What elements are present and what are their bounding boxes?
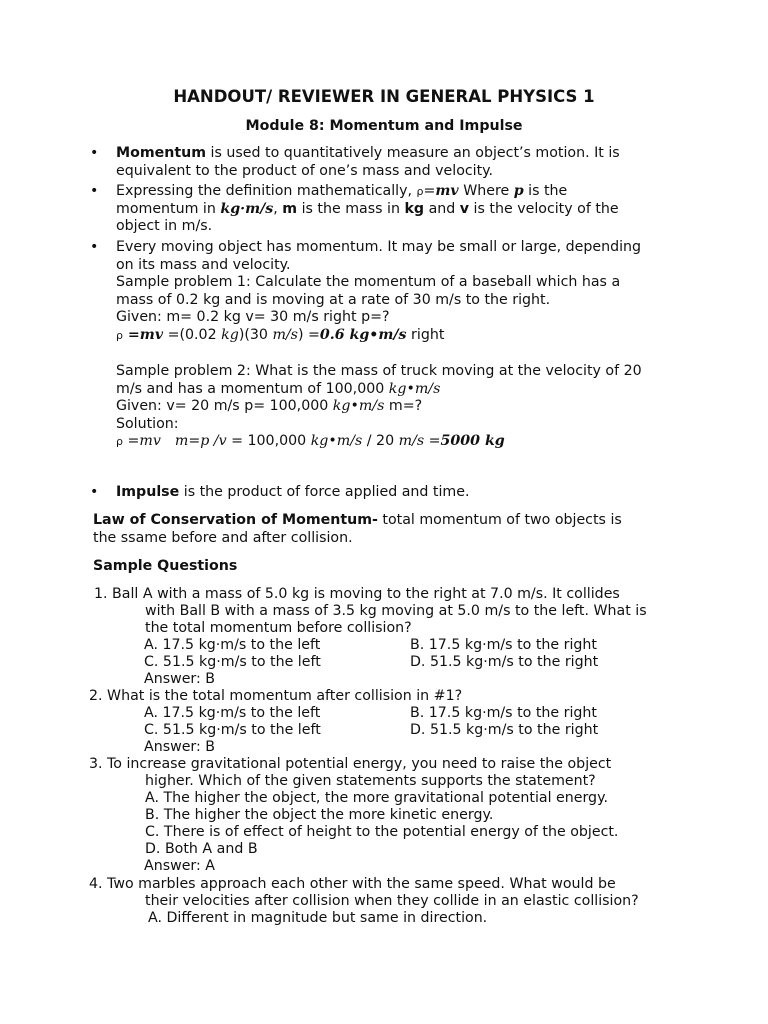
answer: Answer: B [144, 739, 216, 755]
text: Given: m= 0.2 kg v= 30 m/s right p=? [116, 309, 390, 325]
text: Every moving object has momentum. It may be small or large, depending [116, 239, 642, 255]
option-d: D. Both A and B [145, 841, 258, 857]
result-momentum: 0.6 kg•m/s [319, 326, 407, 343]
bullet-momentum [90, 145, 710, 180]
text: , [273, 200, 283, 217]
text: Sample problem 2: What is the mass of truck moving at the velocity of 20 [116, 363, 642, 379]
unit-kg: kg [404, 200, 425, 217]
question-text: their velocities after collision when they collide in an elastic collision? [145, 893, 639, 909]
symbol-v: v [459, 200, 470, 217]
question-text: 3. To increase gravitational potential energy, you need to raise the object [89, 756, 612, 772]
unit-ms: m/s [272, 326, 298, 343]
text: Where [458, 183, 514, 199]
text: Expressing the definition mathematically, [116, 183, 417, 199]
answer: Answer: B [144, 671, 216, 687]
text: equivalent to the product of one’s mass and velocity. [116, 162, 494, 179]
symbol-m: m [282, 200, 298, 217]
option-c: C. 51.5 kg·m/s to the left [144, 654, 321, 670]
text: =(0.02 [163, 326, 222, 343]
text: m=? [384, 398, 423, 414]
text: = [423, 183, 436, 199]
text: = 100,000 [226, 433, 311, 449]
symbol-p: p [513, 183, 524, 199]
bullet-impulse [90, 484, 710, 502]
option-a: A. 17.5 kg·m/s to the left [144, 637, 321, 653]
text: total momentum of two objects is [377, 512, 622, 528]
option-a: A. 17.5 kg·m/s to the left [144, 705, 321, 721]
law-conservation [93, 512, 713, 547]
question-text: with Ball B with a mass of 3.5 kg moving at 5.0 m/s to the left. What is [145, 603, 647, 619]
question-text: the total momentum before collision? [145, 620, 412, 636]
term-impulse: Impulse [116, 484, 180, 500]
text: is used to quantitatively measure an object’s motion. It is [206, 145, 620, 161]
option-a: A. Different in magnitude but same in direction. [148, 910, 488, 926]
bullet-definition [90, 183, 710, 236]
question-text: higher. Which of the given statements supports the statement? [145, 773, 596, 789]
text: Sample problem 1: Calculate the momentum of a baseball which has a [116, 274, 621, 290]
text: = [424, 433, 441, 449]
text: Solution: [116, 415, 179, 432]
text: object in m/s. [116, 218, 213, 234]
module-subtitle: Module 8: Momentum and Impulse [245, 118, 523, 134]
page-title: HANDOUT/ REVIEWER IN GENERAL PHYSICS 1 [173, 87, 595, 106]
unit-kgms: kg•m/s [388, 380, 441, 397]
formula-m-equals: m=p /v [174, 433, 227, 449]
formula-mv: =mv [122, 433, 161, 449]
rho-symbol: ρ [116, 328, 123, 342]
option-a: A. The higher the object, the more gravitational potential energy. [145, 790, 608, 806]
text: ) = [297, 326, 320, 343]
option-b: B. 17.5 kg·m/s to the right [410, 637, 597, 653]
bullet-every-object [90, 239, 710, 451]
answer: Answer: A [144, 858, 215, 874]
text: m/s and has a momentum of 100,000 [116, 380, 389, 397]
bullet-dot: • [90, 145, 99, 161]
question-text: 4. Two marbles approach each other with the same speed. What would be [89, 876, 616, 892]
text: is the mass in [297, 200, 405, 217]
option-b: B. The higher the object the more kinetic energy. [145, 807, 494, 823]
text: is the [523, 183, 568, 199]
text: mass of 0.2 kg and is moving at a rate of 30 m/s to the right. [116, 291, 551, 308]
option-d: D. 51.5 kg·m/s to the right [410, 722, 599, 738]
text: and [424, 200, 460, 217]
result-mass: 5000 kg [440, 433, 505, 449]
text: momentum in [116, 200, 221, 217]
text: is the product of force applied and time. [179, 484, 470, 500]
unit-kgms: kg•m/s [332, 398, 385, 414]
option-c: C. There is of effect of height to the potential energy of the object. [145, 824, 619, 840]
rho-symbol: ρ [416, 185, 424, 198]
rho-symbol: ρ [116, 435, 123, 448]
text: )(30 [238, 326, 273, 343]
unit-kgms: kg•m/s [310, 433, 363, 449]
text: on its mass and velocity. [116, 256, 291, 273]
question-text: 1. Ball A with a mass of 5.0 kg is moving to the right at 7.0 m/s. It collides [94, 586, 620, 602]
term-momentum: Momentum [116, 145, 207, 161]
formula-mv: =mv [122, 326, 164, 343]
formula-mv: mv [435, 183, 459, 199]
text: Given: v= 20 m/s p= 100,000 [116, 398, 333, 414]
bullet-dot: • [90, 484, 99, 500]
option-c: C. 51.5 kg·m/s to the left [144, 722, 321, 738]
term-law: Law of Conservation of Momentum- [93, 512, 378, 528]
unit-kgms: kg·m/s [220, 200, 274, 217]
text: / 20 [362, 433, 399, 449]
unit-ms: m/s [398, 433, 425, 449]
text: the ssame before and after collision. [93, 529, 353, 546]
sample-questions-heading: Sample Questions [93, 558, 238, 574]
text: is the velocity of the [469, 200, 619, 217]
option-d: D. 51.5 kg·m/s to the right [410, 654, 599, 670]
question-text: 2. What is the total momentum after collision in #1? [89, 688, 463, 704]
unit-kg: kg [221, 326, 239, 343]
bullet-dot: • [90, 183, 99, 199]
option-b: B. 17.5 kg·m/s to the right [410, 705, 597, 721]
text: right [406, 326, 445, 343]
bullet-dot: • [90, 239, 99, 255]
